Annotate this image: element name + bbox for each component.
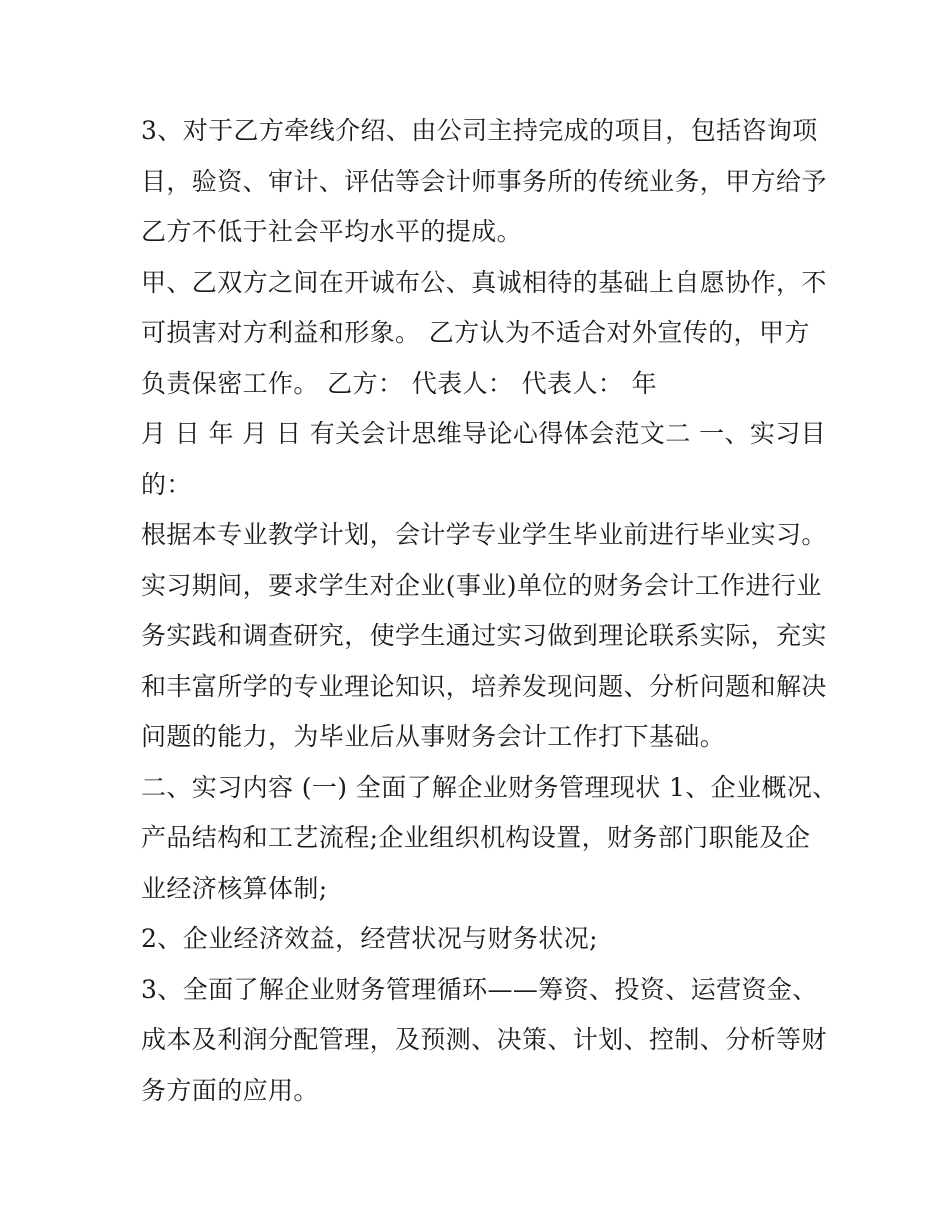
text-line: 的： [141,469,192,499]
text-line: 产品结构和工艺流程;企业组织机构设置，财务部门职能及企 [141,823,811,852]
text-line: 务实践和调查研究，使学生通过实习做到理论联系实际，充实 [141,621,827,650]
text-line: 问题的能力，为毕业后从事财务会计工作打下基础。 [141,722,726,751]
text-line: 实习期间，要求学生对企业(事业)单位的财务会计工作进行业 [141,570,822,600]
text-line: 务方面的应用。 [141,1075,319,1105]
text-line: 月 日 年 月 日 有关会计思维导论心得体会范文二 一、实习目 [141,419,827,448]
text-line: 根据本专业教学计划，会计学专业学生毕业前进行毕业实习。 [141,520,827,549]
text-line: 和丰富所学的专业理论知识，培养发现问题、分析问题和解决 [141,671,827,701]
text-line: 业经济核算体制; [141,873,328,903]
text-line: 甲、乙双方之间在开诚布公、真诚相待的基础上自愿协作，不 [141,267,827,297]
document-body [141,106,838,1116]
text-line: 3、全面了解企业财务管理循环——筹资、投资、运营资金、 [141,974,818,1004]
text-line: 3、对于乙方牵线介绍、由公司主持完成的项目，包括咨询项 [141,116,818,145]
text-line: 成本及利润分配管理，及预测、决策、计划、控制、分析等财 [141,1025,827,1054]
text-line: 2、企业经济效益，经营状况与财务状况; [141,924,598,953]
text-line: 二、实习内容 (一) 全面了解企业财务管理现状 1、企业概况、 [141,772,838,802]
text-line: 乙方不低于社会平均水平的提成。 [141,217,523,246]
text-line: 可损害对方利益和形象。 乙方认为不适合对外宣传的，甲方 [141,318,810,347]
text-line: 负责保密工作。 乙方： 代表人： 代表人： 年 [141,368,657,398]
text-line: 目，验资、审计、评估等会计师事务所的传统业务，甲方给予 [141,166,827,196]
